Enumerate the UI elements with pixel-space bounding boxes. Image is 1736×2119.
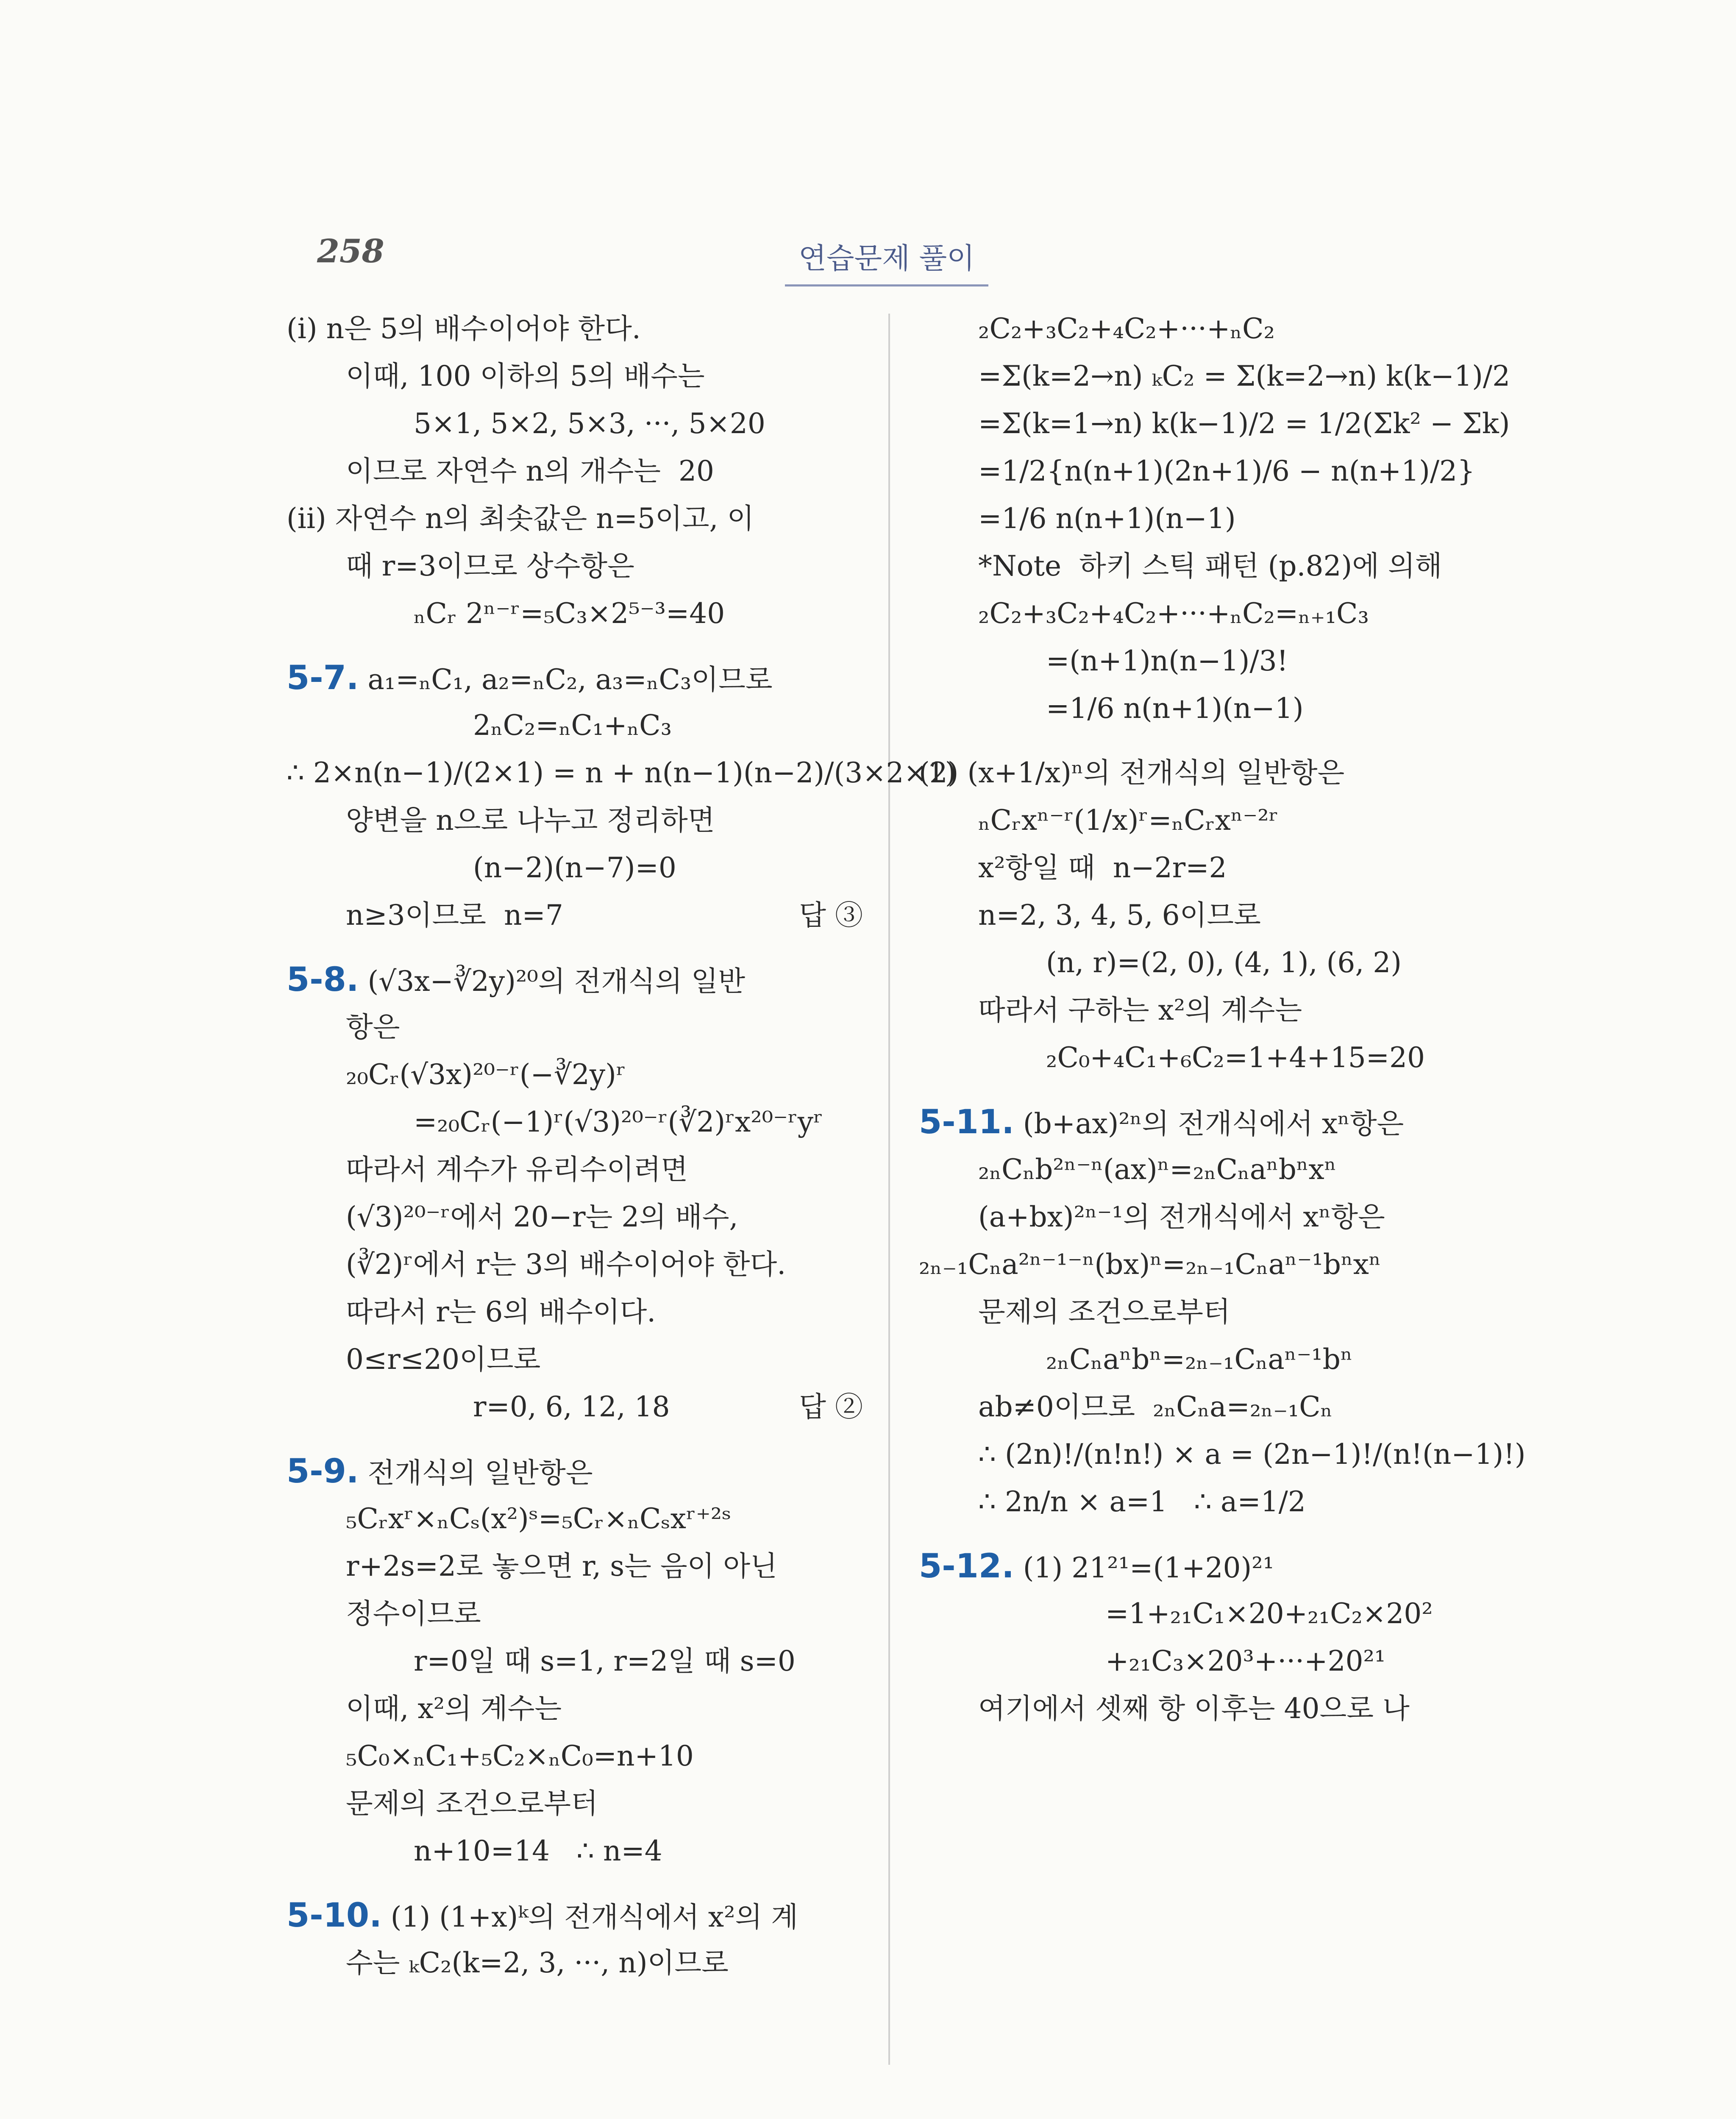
line-text: (√3x−∛2y)²⁰의 전개식의 일반 <box>359 965 746 998</box>
text-line <box>287 1780 863 1827</box>
line-text: 5×1, 5×2, 5×3, ···, 5×20 <box>414 407 765 440</box>
line-text: r+2s=2로 놓으면 r, s는 음이 아닌 <box>346 1550 777 1582</box>
line-text: 0≤r≤20이므로 <box>346 1343 541 1376</box>
line-text: 이때, 100 이하의 5의 배수는 <box>346 360 705 392</box>
line-text: 양변을 n으로 나누고 정리하면 <box>346 804 715 837</box>
solution-number: 5-9. <box>287 1452 359 1491</box>
text-line <box>919 1638 1495 1685</box>
line-text: ₙCᵣ 2ⁿ⁻ʳ=₅C₃×2⁵⁻³=40 <box>414 597 725 630</box>
line-text: ₂ₙCₙb²ⁿ⁻ⁿ(ax)ⁿ=₂ₙCₙaⁿbⁿxⁿ <box>978 1153 1337 1186</box>
solution-number: 5-7. <box>287 659 359 697</box>
text-line <box>919 1383 1495 1431</box>
line-text: 따라서 r는 6의 배수이다. <box>346 1296 656 1328</box>
line-text: 이때, x²의 계수는 <box>346 1692 562 1725</box>
text-line <box>919 1431 1526 1478</box>
text-line <box>287 1590 863 1638</box>
text-line <box>919 1590 1495 1638</box>
text-line <box>287 1638 863 1685</box>
line-text: *Note 하키 스틱 패턴 (p.82)에 의해 <box>978 550 1442 582</box>
text-line <box>919 400 1510 448</box>
text-line <box>287 1685 863 1732</box>
line-text: =1/6 n(n+1)(n−1) <box>978 502 1236 535</box>
text-line <box>287 797 863 844</box>
text-line <box>287 1827 863 1875</box>
text-line <box>919 1034 1495 1082</box>
line-text: n≥3이므로 n=7 <box>346 899 563 932</box>
line-text: n+10=14 ∴ n=4 <box>414 1835 662 1867</box>
text-line <box>287 892 863 939</box>
line-text: a₁=ₙC₁, a₂=ₙC₂, a₃=ₙC₃이므로 <box>359 663 773 696</box>
text-line <box>919 1146 1495 1193</box>
line-text: (i) n은 5의 배수이어야 한다. <box>287 312 641 345</box>
text-line <box>919 1098 1495 1146</box>
text-line <box>287 1892 863 1939</box>
text-line <box>287 1288 863 1336</box>
line-text: =Σ(k=1→n) k(k−1)/2 = 1/2(Σk² − Σk) <box>978 407 1510 440</box>
line-text: 문제의 조건으로부터 <box>978 1296 1230 1328</box>
text-line <box>287 1431 863 1448</box>
line-text: 문제의 조건으로부터 <box>346 1787 598 1820</box>
text-line <box>287 654 863 702</box>
text-line <box>287 1495 863 1543</box>
text-line <box>919 749 1495 797</box>
line-text: (n−2)(n−7)=0 <box>473 851 676 884</box>
text-line <box>287 305 863 353</box>
text-line <box>919 590 1495 637</box>
text-line <box>919 637 1495 685</box>
line-text: (a+bx)²ⁿ⁻¹의 전개식에서 xⁿ항은 <box>978 1201 1385 1233</box>
line-text: ₙCᵣxⁿ⁻ʳ(1/x)ʳ=ₙCᵣxⁿ⁻²ʳ <box>978 804 1279 837</box>
line-text: r=0, 6, 12, 18 <box>473 1390 670 1423</box>
right-column <box>919 305 1526 1732</box>
text-line <box>919 1685 1495 1732</box>
text-line <box>919 1478 1495 1526</box>
text-line <box>287 590 863 637</box>
line-text: 이므로 자연수 n의 개수는 20 <box>346 455 714 487</box>
text-line <box>919 797 1495 844</box>
line-text: 전개식의 일반항은 <box>359 1457 593 1489</box>
text-line <box>919 1526 1495 1543</box>
section-header: 연습문제 풀이 <box>785 236 988 286</box>
answer-label: 답 ② <box>799 1390 863 1423</box>
line-text: 수는 ₖC₂(k=2, 3, ···, n)이므로 <box>346 1947 729 1979</box>
line-text: =1+₂₁C₁×20+₂₁C₂×20² <box>1105 1597 1433 1630</box>
text-line <box>919 495 1495 542</box>
text-line <box>287 1193 863 1241</box>
text-line <box>287 353 863 400</box>
text-line <box>287 844 863 892</box>
line-text: 2ₙC₂=ₙC₁+ₙC₃ <box>473 709 672 742</box>
text-line <box>919 1193 1495 1241</box>
answer-label: 답 ③ <box>799 899 863 932</box>
text-line <box>287 956 863 1004</box>
text-line <box>287 1004 863 1051</box>
line-text: r=0일 때 s=1, r=2일 때 s=0 <box>414 1645 796 1677</box>
text-line <box>287 542 863 590</box>
text-line <box>287 1939 863 1987</box>
line-text: (∛2)ʳ에서 r는 3의 배수이어야 한다. <box>346 1248 786 1281</box>
text-line <box>919 892 1495 939</box>
column-divider <box>888 314 890 2065</box>
left-column <box>287 305 956 1987</box>
line-text: 항은 <box>346 1011 400 1043</box>
line-text: (1) (1+x)ᵏ의 전개식에서 x²의 계 <box>381 1901 798 1933</box>
text-line <box>919 448 1495 495</box>
line-text: =Σ(k=2→n) ₖC₂ = Σ(k=2→n) k(k−1)/2 <box>978 360 1511 392</box>
line-text: (n, r)=(2, 0), (4, 1), (6, 2) <box>1046 946 1402 979</box>
line-text: =₂₀Cᵣ(−1)ʳ(√3)²⁰⁻ʳ(∛2)ʳx²⁰⁻ʳyʳ <box>414 1106 823 1138</box>
text-line <box>287 1146 863 1193</box>
text-line <box>287 702 863 749</box>
text-line <box>287 1336 863 1383</box>
text-line <box>287 1448 863 1495</box>
line-text: 따라서 계수가 유리수이려면 <box>346 1153 688 1186</box>
text-line <box>919 939 1495 987</box>
text-line <box>287 495 863 542</box>
line-text: ab≠0이므로 ₂ₙCₙa=₂ₙ₋₁Cₙ <box>978 1390 1333 1423</box>
page-number: 258 <box>317 232 384 270</box>
text-line <box>919 305 1495 353</box>
text-line <box>919 685 1495 732</box>
line-text: ∴ (2n)!/(n!n!) × a = (2n−1)!/(n!(n−1)!) <box>978 1438 1526 1471</box>
text-line <box>919 542 1495 590</box>
text-line <box>287 637 863 654</box>
text-line <box>287 1241 863 1288</box>
line-text: (b+ax)²ⁿ의 전개식에서 xⁿ항은 <box>1014 1107 1404 1140</box>
line-text: ∴ 2×n(n−1)/(2×1) = n + n(n−1)(n−2)/(3×2×1) <box>287 756 956 789</box>
line-text: ₂C₀+₄C₁+₆C₂=1+4+15=20 <box>1046 1041 1425 1074</box>
text-line <box>919 1241 1495 1288</box>
text-line <box>287 1543 863 1590</box>
line-text: ₂ₙCₙaⁿbⁿ=₂ₙ₋₁Cₙaⁿ⁻¹bⁿ <box>1046 1343 1353 1376</box>
line-text: n=2, 3, 4, 5, 6이므로 <box>978 899 1261 932</box>
solution-number: 5-12. <box>919 1547 1014 1585</box>
text-line <box>919 1288 1495 1336</box>
line-text: ₂C₂+₃C₂+₄C₂+···+ₙC₂ <box>978 312 1275 345</box>
text-line <box>287 1051 863 1098</box>
text-line <box>287 1098 863 1146</box>
line-text: ₅Cᵣxʳ×ₙCₛ(x²)ˢ=₅Cᵣ×ₙCₛxʳ⁺²ˢ <box>346 1502 732 1535</box>
text-line <box>287 1383 863 1431</box>
line-text: (ii) 자연수 n의 최솟값은 n=5이고, 이 <box>287 502 754 535</box>
text-line <box>919 732 1495 749</box>
solution-number: 5-11. <box>919 1103 1014 1141</box>
line-text: 정수이므로 <box>346 1597 481 1630</box>
text-line <box>287 400 863 448</box>
text-line <box>919 353 1511 400</box>
text-line <box>287 1732 863 1780</box>
solution-number: 5-10. <box>287 1897 382 1935</box>
line-text: x²항일 때 n−2r=2 <box>978 851 1227 884</box>
line-text: ₅C₀×ₙC₁+₅C₂×ₙC₀=n+10 <box>346 1740 694 1772</box>
line-text: 때 r=3이므로 상수항은 <box>346 550 634 582</box>
text-line <box>287 939 863 956</box>
line-text: 여기에서 셋째 항 이후는 40으로 나 <box>978 1692 1410 1725</box>
solution-number: 5-8. <box>287 961 359 999</box>
text-line <box>287 749 956 797</box>
line-text: (1) 21²¹=(1+20)²¹ <box>1014 1552 1274 1584</box>
line-text: =1/6 n(n+1)(n−1) <box>1046 692 1304 725</box>
text-line <box>919 844 1495 892</box>
line-text: (√3)²⁰⁻ʳ에서 20−r는 2의 배수, <box>346 1201 738 1233</box>
text-line <box>287 448 863 495</box>
line-text: ∴ 2n/n × a=1 ∴ a=1/2 <box>978 1485 1306 1518</box>
line-text: ₂C₂+₃C₂+₄C₂+···+ₙC₂=ₙ₊₁C₃ <box>978 597 1369 630</box>
line-text: 따라서 구하는 x²의 계수는 <box>978 994 1302 1026</box>
line-text: =(n+1)n(n−1)/3! <box>1046 645 1288 677</box>
line-text: ₂₀Cᵣ(√3x)²⁰⁻ʳ(−∛2y)ʳ <box>346 1058 626 1091</box>
text-line <box>919 1336 1495 1383</box>
line-text: =1/2{n(n+1)(2n+1)/6 − n(n+1)/2} <box>978 455 1475 487</box>
text-line <box>287 1875 863 1892</box>
line-text: ₂ₙ₋₁Cₙa²ⁿ⁻¹⁻ⁿ(bx)ⁿ=₂ₙ₋₁Cₙaⁿ⁻¹bⁿxⁿ <box>919 1248 1381 1281</box>
text-line <box>919 987 1495 1034</box>
text-line <box>919 1543 1495 1590</box>
line-text: (2) (x+1/x)ⁿ의 전개식의 일반항은 <box>919 756 1345 789</box>
text-line <box>919 1082 1495 1098</box>
line-text: +₂₁C₃×20³+···+20²¹ <box>1105 1645 1386 1677</box>
